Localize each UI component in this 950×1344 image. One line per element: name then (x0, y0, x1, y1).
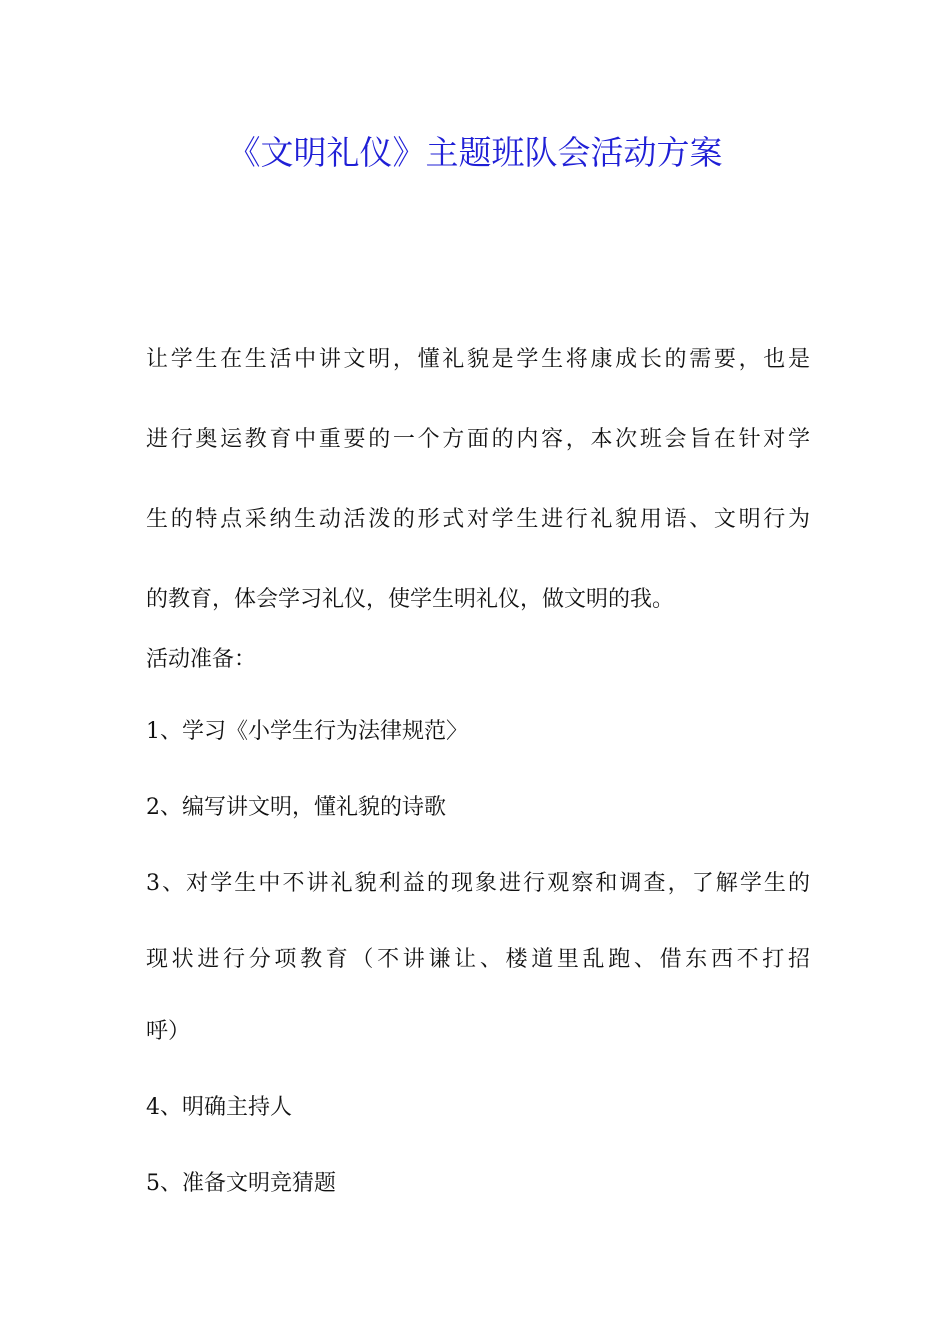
intro-line: 让学生在生活中讲文明，懂礼貌是学生将康成长的需要，也是 (146, 347, 810, 372)
preparation-heading: 活动准备： (146, 647, 257, 672)
list-item: 1、学习《小学生行为法律规范〉 (146, 719, 468, 744)
list-item: 5、准备文明竞猜题 (146, 1171, 336, 1196)
intro-line: 的教育，体会学习礼仪，使学生明礼仪，做文明的我。 (146, 587, 675, 612)
intro-line: 进行奥运教育中重要的一个方面的内容，本次班会旨在针对学 (146, 427, 810, 452)
list-item: 4、明确主持人 (146, 1095, 292, 1120)
list-item-continuation: 呼） (146, 1019, 191, 1044)
intro-line: 生的特点采纳生动活泼的形式对学生进行礼貌用语、文明行为 (146, 507, 810, 532)
intro-paragraph (146, 340, 810, 660)
list-item-continuation: 现状进行分项教育（不讲谦让、楼道里乱跑、借东西不打招 (146, 947, 810, 972)
list-item: 2、编写讲文明，懂礼貌的诗歌 (146, 795, 446, 820)
document-title: 《文明礼仪》主题班队会活动方案 (227, 133, 723, 172)
list-item: 3、对学生中不讲礼貌利益的现象进行观察和调查，了解学生的 (146, 871, 810, 896)
